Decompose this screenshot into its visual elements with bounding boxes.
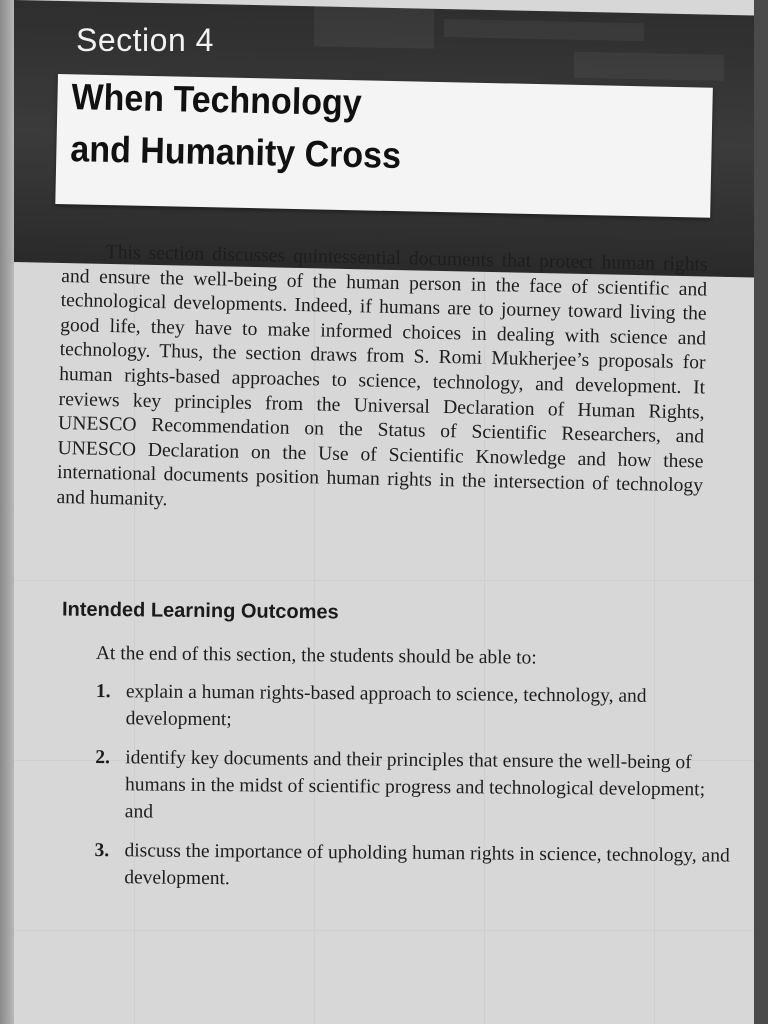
page-grid-line — [14, 580, 754, 581]
outcome-item — [91, 744, 732, 831]
outcome-list — [90, 678, 732, 909]
page-title-line-2: and Humanity Cross — [69, 128, 402, 177]
outcome-number: 2. — [95, 747, 111, 769]
page-title-line-1: When Technology — [71, 76, 363, 124]
outcomes-intro: At the end of this section, the students should be able to: — [95, 643, 537, 669]
outcome-text: discuss the importance of upholding human rights in science, technology, and development. — [124, 840, 730, 890]
header-texture — [574, 52, 724, 81]
title-box — [55, 74, 713, 218]
outcome-number: 1. — [95, 681, 111, 703]
book-page — [14, 0, 754, 1024]
page-grid-line — [14, 930, 754, 931]
outcome-text: identify key documents and their principles that ensure the well-being of humans in the midst of scientific progress and technological development; and — [124, 747, 706, 823]
outcome-item — [90, 837, 730, 897]
section-label: Section 4 — [76, 22, 214, 58]
header-texture — [314, 6, 434, 49]
header-texture — [444, 19, 644, 41]
outcomes-heading: Intended Learning Outcomes — [61, 598, 339, 624]
outcome-number: 3. — [94, 840, 110, 862]
intro-paragraph: This section discusses quintessential documents that protect human rights and ensure the well-being of the human person in the face of scientific and technological developments. Indeed, if humans are to journey toward living the good life, they have to make informed choices in dealing with science and technology. Thus, the section draws from S. Romi Mukherjee’s proposals for human rights-based approaches to science, technology, and development. It reviews key principles from the Universal Declaration of Human Rights, UNESCO Recommendation on the Status of Scientific Researchers, and UNESCO Declaration on the Use of Scientific Knowledge and how these international documents position human rights in the intersection of technology and humanity. — [56, 241, 708, 511]
outcome-text: explain a human rights-based approach to science, technology, and development; — [125, 681, 647, 731]
outcome-item — [92, 678, 732, 738]
